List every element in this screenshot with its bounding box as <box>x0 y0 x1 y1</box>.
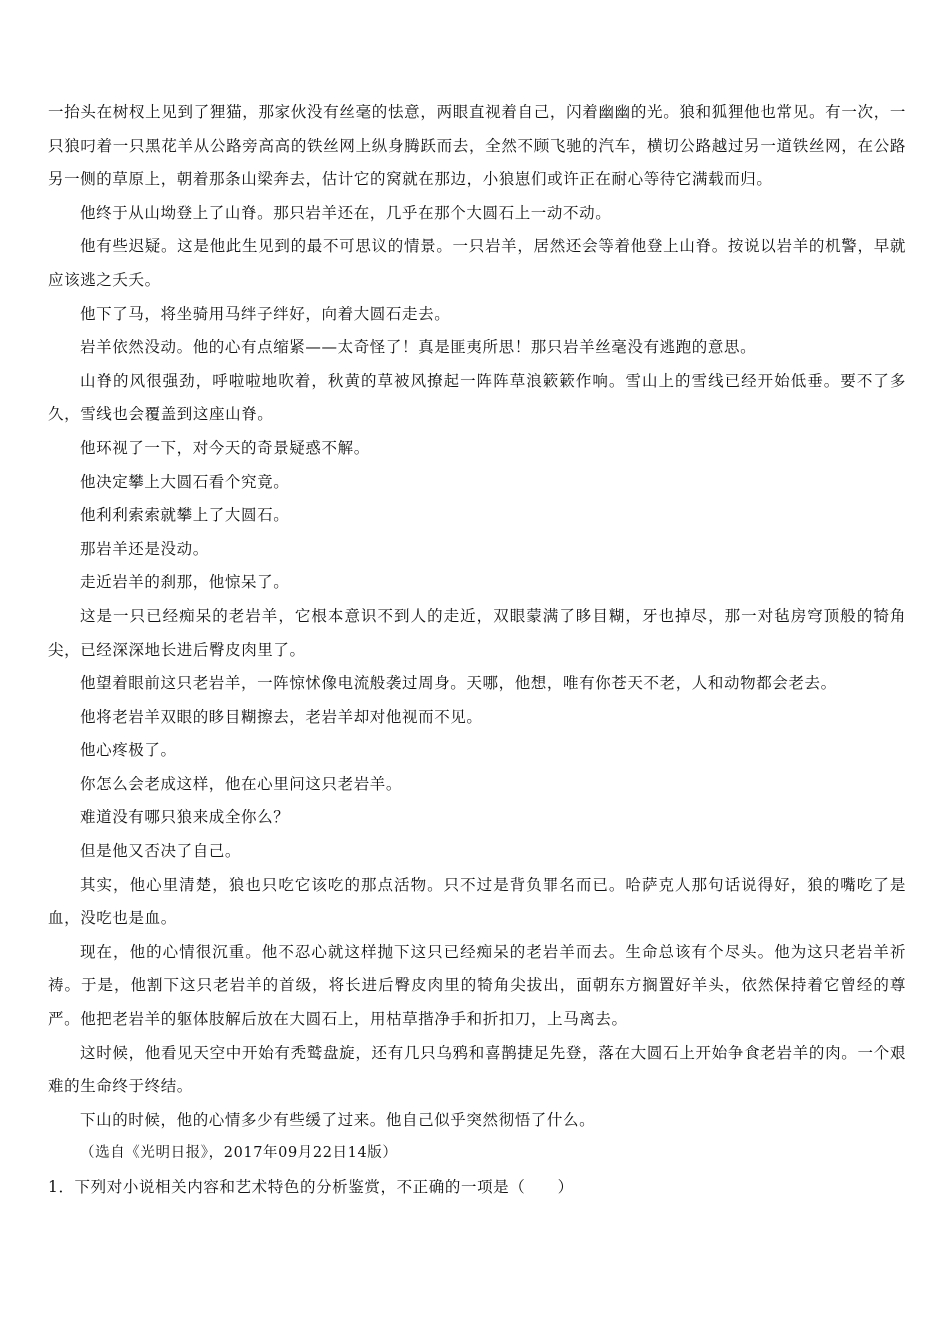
paragraph-14: 他将老岩羊双眼的眵目糊擦去，老岩羊却对他视而不见。 <box>80 707 483 726</box>
paragraph-21: 这时候，他看见天空中开始有秃鹫盘旋，还有几只乌鸦和喜鹊捷足先登，落在大圆石上开始争食老岩羊的肉。一个艰难的生命终于终结。 <box>48 1043 906 1096</box>
paragraph-13: 他望着眼前这只老岩羊，一阵惊怵像电流般袭过周身。天哪，他想，唯有你苍天不老，人和动物都会老去。 <box>80 674 837 693</box>
paragraph-6: 山脊的风很强劲，呼啦啦地吹着，秋黄的草被风撩起一阵阵草浪簌簌作响。雪山上的雪线已经开始低垂。要不了多久，雪线也会覆盖到这座山脊。 <box>48 371 906 424</box>
paragraph-22: 下山的时候，他的心情多少有些缓了过来。他自己似乎突然彻悟了什么。 <box>80 1110 596 1129</box>
paragraph-19: 其实，他心里清楚，狼也只吃它该吃的那点活物。只不过是背负罪名而已。哈萨克人那句话说得好，狼的嘴吃了是血，没吃也是血。 <box>48 875 906 928</box>
paragraph-1: 一抬头在树杈上见到了狸猫，那家伙没有丝毫的怯意，两眼直视着自己，闪着幽幽的光。狼和狐狸他也常见。有一次，一只狼叼着一只黑花羊从公路旁高高的铁丝网上纵身腾跃而去，全然不顾飞驰的汽车，横切公路越过另一道铁丝网，在公路另一侧的草原上，朝着那条山梁奔去，估计它的窝就在那边，小狼崽们或许正在耐心等待它满载而归。 <box>48 103 906 189</box>
paragraph-4: 他下了马，将坐骑用马绊子绊好，向着大圆石走去。 <box>80 304 451 323</box>
paragraph-17: 难道没有哪只狼来成全你么？ <box>80 808 290 827</box>
paragraph-8: 他决定攀上大圆石看个究竟。 <box>80 472 290 491</box>
paragraph-11: 走近岩羊的刹那，他惊呆了。 <box>80 573 290 592</box>
paragraph-2: 他终于从山坳登上了山脊。那只岩羊还在，几乎在那个大圆石上一动不动。 <box>80 203 612 222</box>
question-1: 1．下列对小说相关内容和艺术特色的分析鉴赏，不正确的一项是（ ） <box>48 1178 574 1196</box>
paragraph-16: 你怎么会老成这样，他在心里问这只老岩羊。 <box>80 774 403 793</box>
paragraph-12: 这是一只已经痴呆的老岩羊，它根本意识不到人的走近，双眼蒙满了眵目糊，牙也掉尽，那一对毡房穹顶般的犄角尖，已经深深地长进后臀皮肉里了。 <box>48 606 906 659</box>
paragraph-7: 他环视了一下，对今天的奇景疑惑不解。 <box>80 438 370 457</box>
paragraph-10: 那岩羊还是没动。 <box>80 539 209 558</box>
paragraph-18: 但是他又否决了自己。 <box>80 842 242 861</box>
paragraph-15: 他心疼极了。 <box>80 741 177 760</box>
paragraph-20: 现在，他的心情很沉重。他不忍心就这样抛下这只已经痴呆的老岩羊而去。生命总该有个尽头。他为这只老岩羊祈祷。于是，他割下这只老岩羊的首级，将长进后臀皮肉里的犄角尖拔出，面朝东方搁置好羊头，依然保持着它曾经的尊严。他把老岩羊的躯体肢解后放在大圆石上，用枯草揩净手和折扣刀，上马离去。 <box>48 942 906 1029</box>
paragraph-9: 他利利索索就攀上了大圆石。 <box>80 506 290 525</box>
source-citation: （选自《光明日报》，2017年09月22日14版） <box>80 1145 398 1162</box>
paragraph-5: 岩羊依然没动。他的心有点缩紧——太奇怪了！真是匪夷所思！那只岩羊丝毫没有逃跑的意思。 <box>80 338 757 357</box>
paragraph-3: 他有些迟疑。这是他此生见到的最不可思议的情景。一只岩羊，居然还会等着他登上山脊。按说以岩羊的机警，早就应该逃之夭夭。 <box>48 237 906 289</box>
